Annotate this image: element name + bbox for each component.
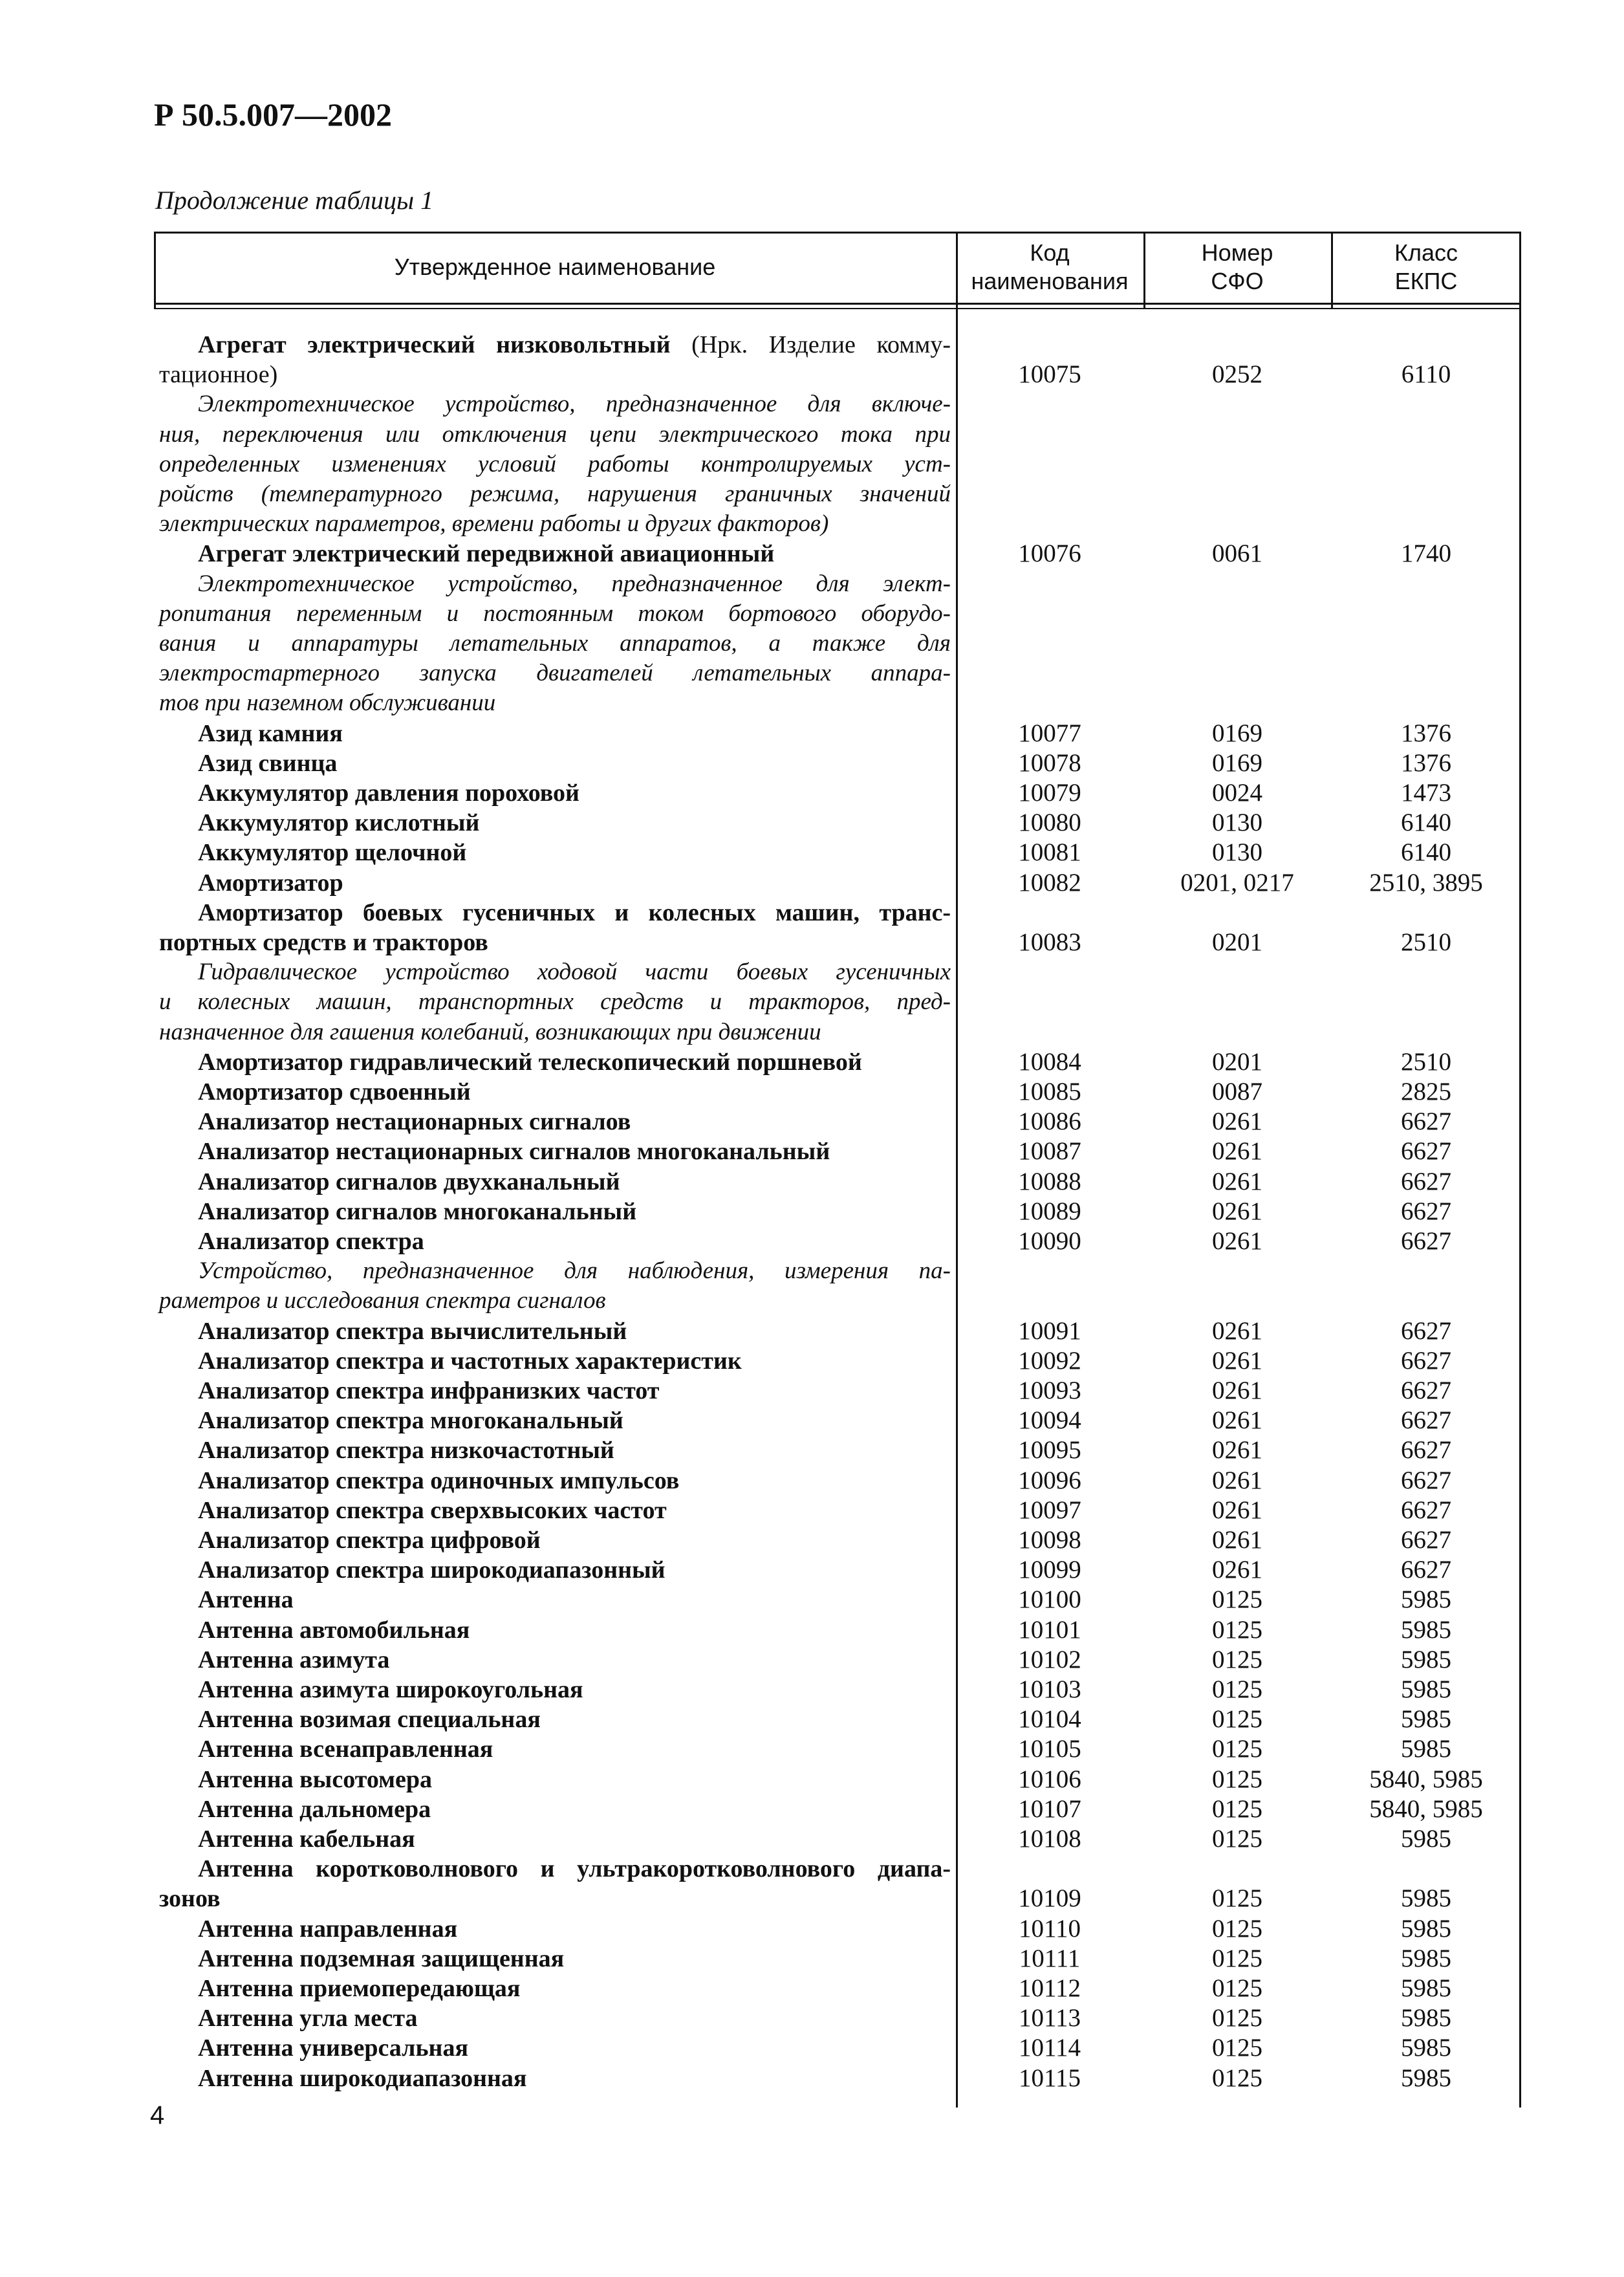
table-row: [154, 1466, 1521, 1496]
row-name: Амортизатор гидравлический телескопический поршневой: [198, 1048, 862, 1076]
row-sfo: 0261: [1212, 1107, 1262, 1136]
row-sfo: 0201: [1212, 928, 1262, 956]
row-name: Анализатор нестационарных сигналов: [198, 1108, 631, 1136]
row-ekps: 5985: [1401, 1944, 1451, 1972]
row-description: Электротехническое устройство, предназначенное для включе-: [198, 391, 951, 418]
row-name: Амортизатор: [198, 869, 343, 897]
row-sfo: 0261: [1212, 1137, 1262, 1166]
row-sfo: 0125: [1212, 1914, 1262, 1943]
table-row: [154, 1525, 1521, 1555]
row-code: 10096: [1018, 1466, 1081, 1494]
row-code: 10099: [1018, 1556, 1081, 1584]
row-sfo: 0261: [1212, 1227, 1262, 1255]
header-code-line1: Код: [1030, 239, 1070, 266]
row-name: Антенна возимая специальная: [198, 1706, 541, 1734]
row-ekps: 6627: [1401, 1377, 1451, 1404]
row-code: 10115: [1018, 2064, 1081, 2092]
row-sfo: 0125: [1212, 1675, 1262, 1703]
row-sfo: 0201: [1212, 1047, 1262, 1076]
row-ekps: 6627: [1401, 1167, 1451, 1195]
row-code: 10095: [1018, 1436, 1081, 1465]
header-bottom-rule-1: [154, 303, 1521, 305]
row-sfo: 0252: [1212, 360, 1262, 389]
table-row: [154, 1705, 1521, 1734]
row-name: Аккумулятор щелочной: [198, 839, 467, 867]
table-row: [154, 330, 1521, 360]
table-row: [154, 1765, 1521, 1794]
row-code: 10089: [1018, 1197, 1081, 1225]
row-sfo: 0130: [1212, 809, 1262, 837]
row-ekps: 5985: [1401, 1974, 1451, 2002]
row-code: 10085: [1018, 1078, 1081, 1106]
row-sfo: 0087: [1212, 1078, 1262, 1106]
table-row: [154, 688, 1521, 718]
row-ekps: 2825: [1401, 1078, 1451, 1106]
row-name: Антенна всенаправленная: [198, 1736, 493, 1763]
row-ekps: 5985: [1401, 1585, 1451, 1614]
row-name: Аккумулятор кислотный: [198, 809, 480, 837]
table-row: [154, 898, 1521, 928]
row-code: 10076: [1018, 539, 1081, 568]
row-description: вания и аппаратуры летательных аппаратов, а также для: [159, 630, 951, 657]
row-name: зонов: [159, 1885, 221, 1913]
table-row: [154, 1047, 1521, 1077]
names-table: [154, 232, 1521, 2108]
row-sfo: 0261: [1212, 1167, 1262, 1195]
row-name: Анализатор спектра инфранизких частот: [198, 1377, 660, 1404]
table-row: [154, 2033, 1521, 2063]
row-code: 10088: [1018, 1167, 1081, 1195]
table-row: [154, 808, 1521, 838]
row-ekps: 6627: [1401, 1526, 1451, 1554]
table-row: [154, 987, 1521, 1017]
table-row: [154, 1316, 1521, 1346]
row-description: ропитания переменным и постоянным током бортового оборудо-: [159, 600, 951, 627]
row-name: Антенна подземная защищенная: [198, 1945, 565, 1972]
row-code: 10087: [1018, 1137, 1081, 1166]
row-sfo: 0125: [1212, 2004, 1262, 2032]
table-row: [154, 479, 1521, 509]
row-ekps: 5840, 5985: [1369, 1794, 1483, 1823]
page-number: 4: [150, 2101, 165, 2130]
table-row: [154, 1824, 1521, 1854]
row-name: Антенна направленная: [198, 1915, 458, 1943]
row-sfo: 0130: [1212, 838, 1262, 867]
row-ekps: 6140: [1401, 838, 1451, 867]
row-name: Антенна дальномера: [198, 1795, 431, 1823]
row-name: Антенна: [198, 1586, 294, 1614]
row-ekps: 1740: [1401, 539, 1451, 568]
row-description: определенных изменениях условий работы контролируемых уст-: [159, 450, 951, 477]
row-code: 10107: [1018, 1794, 1081, 1823]
table-row: [154, 1435, 1521, 1465]
row-code: 10100: [1018, 1585, 1081, 1614]
table-row: [154, 569, 1521, 599]
table-row: [154, 2064, 1521, 2093]
row-ekps: 6627: [1401, 1197, 1451, 1225]
table-row: [154, 1496, 1521, 1525]
table-row: [154, 1226, 1521, 1256]
header-sfo-line1: Номер: [1201, 239, 1273, 266]
row-sfo: 0261: [1212, 1496, 1262, 1524]
row-code: 10093: [1018, 1377, 1081, 1404]
row-name: Анализатор спектра цифровой: [198, 1527, 541, 1554]
row-sfo: 0261: [1212, 1526, 1262, 1554]
row-name: Антенна азимута: [198, 1646, 390, 1673]
row-name: Антенна автомобильная: [198, 1616, 470, 1644]
row-ekps: 6627: [1401, 1436, 1451, 1465]
row-name: Амортизатор сдвоенный: [198, 1078, 471, 1106]
row-description: Устройство, предназначенное для наблюдения, измерения па-: [198, 1258, 951, 1285]
row-name: Антенна широкодиапазонная: [198, 2064, 527, 2092]
row-name: Амортизатор боевых гусеничных и колесных машин, транс-: [198, 899, 951, 926]
header-code-line2: наименования: [971, 268, 1129, 294]
row-sfo: 0261: [1212, 1436, 1262, 1465]
row-code: 10078: [1018, 748, 1081, 777]
table-row: [154, 1615, 1521, 1645]
row-ekps: 5985: [1401, 1645, 1451, 1673]
table-row: [154, 778, 1521, 808]
row-code: 10102: [1018, 1645, 1081, 1673]
table-row: [154, 1555, 1521, 1585]
row-code: 10105: [1018, 1735, 1081, 1763]
row-ekps: 6110: [1401, 360, 1451, 389]
row-sfo: 0061: [1212, 539, 1262, 568]
row-name: Антенна кабельная: [198, 1825, 415, 1853]
header-bottom-rule-2: [154, 308, 1521, 309]
row-sfo: 0261: [1212, 1316, 1262, 1345]
row-name: Аккумулятор давления пороховой: [198, 779, 579, 807]
row-code: 10082: [1018, 868, 1081, 897]
row-description: назначенное для гашения колебаний, возникающих при движении: [159, 1018, 821, 1045]
row-ekps: 5985: [1401, 1914, 1451, 1943]
row-code: 10080: [1018, 809, 1081, 837]
row-name: Анализатор спектра: [198, 1228, 424, 1255]
table-row: [154, 1286, 1521, 1316]
table-row: [154, 1794, 1521, 1824]
table-row: [154, 1167, 1521, 1197]
row-sfo: 0125: [1212, 1615, 1262, 1644]
row-sfo: 0261: [1212, 1466, 1262, 1494]
row-name: Анализатор сигналов многоканальный: [198, 1197, 637, 1225]
row-name: Антенна высотомера: [198, 1765, 433, 1793]
row-name: [154, 330, 956, 360]
row-code: 10098: [1018, 1526, 1081, 1554]
row-name: Антенна приемопередающая: [198, 1975, 521, 2002]
header-ekps-line2: ЕКПС: [1394, 268, 1458, 294]
row-description: раметров и исследования спектра сигналов: [159, 1287, 606, 1314]
row-sfo: 0125: [1212, 2034, 1262, 2062]
table-row: [154, 360, 1521, 389]
row-code: 10114: [1018, 2034, 1081, 2062]
row-ekps: 5985: [1401, 2064, 1451, 2092]
row-name: Анализатор спектра многоканальный: [198, 1407, 623, 1435]
row-name: Антенна угла места: [198, 2005, 418, 2032]
row-sfo: 0261: [1212, 1406, 1262, 1435]
row-name: портных средств и тракторов: [159, 929, 488, 956]
row-ekps: 5985: [1401, 1735, 1451, 1763]
row-name: тационное): [159, 361, 278, 389]
row-name: Агрегат электрический передвижной авиационный: [198, 540, 775, 568]
table-row: [154, 1197, 1521, 1226]
row-ekps: 5985: [1401, 1825, 1451, 1853]
row-ekps: 6627: [1401, 1496, 1451, 1524]
table-caption: Продолжение таблицы 1: [155, 186, 434, 215]
table-row: [154, 748, 1521, 778]
row-description: электрических параметров, времени работы и других факторов): [159, 510, 829, 538]
header-code: [956, 232, 1143, 303]
row-code: 10084: [1018, 1047, 1081, 1076]
table-row: [154, 450, 1521, 479]
row-name: Анализатор спектра вычислительный: [198, 1317, 627, 1345]
row-code: 10079: [1018, 779, 1081, 807]
header-ekps-line1: Класс: [1394, 239, 1458, 266]
row-code: 10081: [1018, 838, 1081, 867]
row-ekps: 6627: [1401, 1406, 1451, 1435]
row-sfo: 0125: [1212, 1705, 1262, 1734]
row-name: Антенна коротковолнового и ультракоротковолнового диапа-: [198, 1855, 951, 1883]
table-row: [154, 629, 1521, 659]
row-code: 10111: [1019, 1944, 1081, 1972]
row-code: 10108: [1018, 1825, 1081, 1853]
table-row: [154, 599, 1521, 629]
table-row: [154, 1077, 1521, 1107]
row-sfo: 0201, 0217: [1180, 868, 1294, 897]
table-row: [154, 420, 1521, 450]
table-row: [154, 928, 1521, 957]
row-code: 10109: [1018, 1884, 1081, 1913]
row-sfo: 0125: [1212, 1765, 1262, 1793]
row-ekps: 5840, 5985: [1369, 1765, 1483, 1793]
table-row: [154, 1406, 1521, 1435]
row-code: 10091: [1018, 1316, 1081, 1345]
row-code: 10077: [1018, 719, 1081, 747]
document-code: Р 50.5.007—2002: [154, 96, 393, 133]
row-name: Анализатор спектра широкодиапазонный: [198, 1556, 666, 1584]
row-name: Антенна универсальная: [198, 2034, 468, 2062]
row-ekps: 6627: [1401, 1346, 1451, 1375]
row-description: ния, переключения или отключения цепи электрического тока при: [159, 420, 951, 448]
table-row: [154, 1137, 1521, 1166]
row-ekps: 5985: [1401, 1884, 1451, 1913]
table-row: [154, 509, 1521, 539]
table-row: [154, 838, 1521, 867]
row-sfo: 0024: [1212, 779, 1262, 807]
row-code: 10104: [1018, 1705, 1081, 1734]
row-sfo: 0125: [1212, 1645, 1262, 1673]
row-name: Азид свинца: [198, 749, 338, 777]
table-row: [154, 1346, 1521, 1376]
row-name: Анализатор сигналов двухканальный: [198, 1168, 620, 1195]
row-sfo: 0125: [1212, 1825, 1262, 1853]
table-row: [154, 1107, 1521, 1137]
row-name: Анализатор спектра сверхвысоких частот: [198, 1496, 667, 1524]
row-description: тов при наземном обслуживании: [159, 690, 496, 717]
row-ekps: 5985: [1401, 1615, 1451, 1644]
header-sfo: [1143, 232, 1331, 303]
row-description: Гидравлическое устройство ходовой части боевых гусеничных: [198, 959, 951, 986]
row-ekps: 2510: [1401, 928, 1451, 956]
table-row: [154, 1018, 1521, 1047]
header-name: [154, 232, 956, 303]
table-row: [154, 1974, 1521, 2003]
row-ekps: 2510: [1401, 1047, 1451, 1076]
row-ekps: 1376: [1401, 719, 1451, 747]
header-name-label: Утвержденное наименование: [394, 254, 716, 280]
row-name-bold: Агрегат электрический низковольтный: [198, 331, 671, 358]
row-name: Анализатор нестационарных сигналов многоканальный: [198, 1138, 830, 1166]
row-sfo: 0261: [1212, 1197, 1262, 1225]
table-row: [154, 659, 1521, 688]
table-row: [154, 957, 1521, 987]
row-ekps: 5985: [1401, 1675, 1451, 1703]
row-sfo: 0125: [1212, 1585, 1262, 1614]
row-sfo: 0261: [1212, 1377, 1262, 1404]
row-code: 10094: [1018, 1406, 1081, 1435]
row-code: 10101: [1018, 1615, 1081, 1644]
row-ekps: 6627: [1401, 1316, 1451, 1345]
row-code: 10075: [1018, 360, 1081, 389]
table-row: [154, 539, 1521, 569]
row-ekps: 6627: [1401, 1466, 1451, 1494]
table-row: [154, 1914, 1521, 1944]
row-sfo: 0261: [1212, 1556, 1262, 1584]
table-row: [154, 389, 1521, 419]
table-row: [154, 2003, 1521, 2033]
table-row: [154, 719, 1521, 748]
row-code: 10113: [1018, 2004, 1081, 2032]
row-code: 10097: [1018, 1496, 1081, 1524]
row-ekps: 2510, 3895: [1369, 868, 1483, 897]
table-row: [154, 1585, 1521, 1615]
table-row: [154, 1645, 1521, 1675]
row-description: ройств (температурного режима, нарушения граничных значений: [159, 481, 951, 507]
row-sfo: 0125: [1212, 1794, 1262, 1823]
row-description: Электротехническое устройство, предназначенное для элект-: [198, 570, 951, 597]
row-sfo: 0125: [1212, 1974, 1262, 2002]
row-code: 10092: [1018, 1346, 1081, 1375]
table-row: [154, 1376, 1521, 1406]
row-ekps: 1376: [1401, 748, 1451, 777]
table-row: [154, 1734, 1521, 1764]
header-ekps: [1331, 232, 1521, 303]
row-sfo: 0125: [1212, 1884, 1262, 1913]
row-name: Антенна азимута широкоугольная: [198, 1676, 583, 1703]
row-description: и колесных машин, транспортных средств и тракторов, пред-: [159, 988, 951, 1016]
row-ekps: 1473: [1401, 779, 1451, 807]
table-row: [154, 1944, 1521, 1974]
row-ekps: 6627: [1401, 1227, 1451, 1255]
header-sfo-line2: СФО: [1211, 268, 1264, 294]
row-ekps: 5985: [1401, 1705, 1451, 1734]
row-ekps: 6627: [1401, 1107, 1451, 1136]
row-code: 10090: [1018, 1227, 1081, 1255]
row-name-note: (Нрк. Изделие комму-: [670, 331, 951, 358]
row-sfo: 0169: [1212, 748, 1262, 777]
row-code: 10083: [1018, 928, 1081, 956]
row-sfo: 0169: [1212, 719, 1262, 747]
row-ekps: 6140: [1401, 809, 1451, 837]
row-sfo: 0125: [1212, 2064, 1262, 2092]
table-row: [154, 1256, 1521, 1286]
table-row: [154, 868, 1521, 898]
row-sfo: 0125: [1212, 1944, 1262, 1972]
row-description: электростартерного запуска двигателей летательных аппара-: [159, 660, 951, 687]
row-ekps: 6627: [1401, 1137, 1451, 1166]
row-name: Анализатор спектра одиночных импульсов: [198, 1466, 680, 1494]
row-ekps: 5985: [1401, 2034, 1451, 2062]
row-code: 10110: [1018, 1914, 1081, 1943]
row-code: 10103: [1018, 1675, 1081, 1703]
row-name: Анализатор спектра и частотных характеристик: [198, 1347, 742, 1375]
row-sfo: 0125: [1212, 1735, 1262, 1763]
row-name: Анализатор спектра низкочастотный: [198, 1437, 614, 1465]
table-row: [154, 1854, 1521, 1884]
table-row: [154, 1884, 1521, 1913]
row-sfo: 0261: [1212, 1346, 1262, 1375]
row-name: Азид камния: [198, 719, 343, 747]
row-ekps: 5985: [1401, 2004, 1451, 2032]
row-code: 10112: [1018, 1974, 1081, 2002]
row-code: 10086: [1018, 1107, 1081, 1136]
row-code: 10106: [1018, 1765, 1081, 1793]
row-ekps: 6627: [1401, 1556, 1451, 1584]
table-row: [154, 1675, 1521, 1705]
